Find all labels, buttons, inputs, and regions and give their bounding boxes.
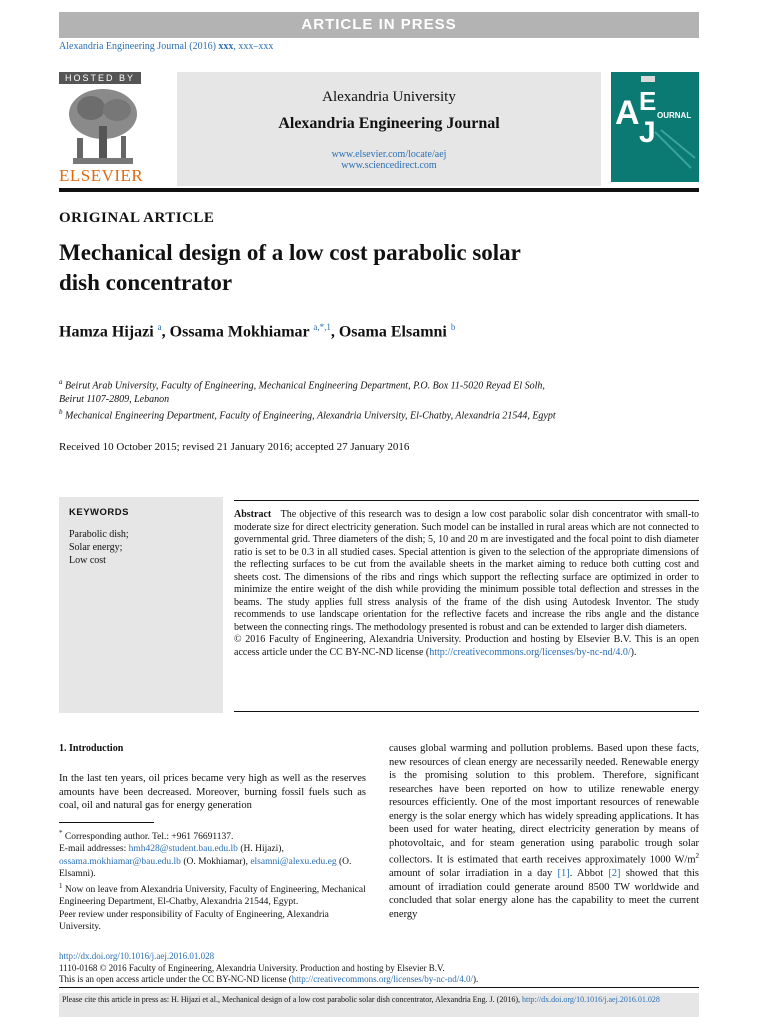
bottom-rule (59, 987, 699, 988)
keyword-item: Low cost (69, 555, 106, 566)
hosted-by-label: HOSTED BY (59, 72, 141, 84)
citation-volume: xxx (218, 41, 234, 52)
email-link-elsamni[interactable]: elsamni@alexu.edu.eg (250, 856, 337, 867)
abstract (234, 509, 699, 659)
author-name: Ossama Mokhiamar (169, 323, 310, 341)
email-owner: (O. Mokhiamar), (180, 856, 251, 867)
abstract-top-rule (234, 500, 699, 501)
svg-text:OURNAL: OURNAL (657, 111, 692, 120)
license-link[interactable]: http://creativecommons.org/licenses/by-nc-nd/4.0/ (429, 646, 631, 658)
intro-right-column (389, 742, 699, 921)
affil-text: Mechanical Engineering Department, Faculty of Engineering, Alexandria University, El-Chatby, Alexandria 21544, Egypt (65, 410, 556, 422)
received-dates: Received 10 October 2015; revised 21 January 2016; accepted 27 January 2016 (59, 441, 410, 453)
email-label: E-mail addresses: (59, 844, 129, 855)
affil-text: Beirut Arab University, Faculty of Engineering, Mechanical Engineering Department, P.O. Box 11-5020 Reyad El Solh, (65, 380, 545, 392)
citation-pages: xxx–xxx (238, 41, 274, 52)
university-name: Alexandria University (322, 89, 456, 105)
affil-text: Beirut 1107-2809, Lebanon (59, 393, 170, 405)
sciencedirect-url-link[interactable]: www.sciencedirect.com (341, 160, 437, 171)
cite-this-box (59, 993, 699, 1017)
email-link-hijazi[interactable]: hmh428@student.bau.edu.lb (128, 844, 238, 855)
journal-name: Alexandria Engineering Journal (278, 115, 500, 132)
author-name: Hamza Hijazi (59, 323, 154, 341)
journal-citation[interactable]: Alexandria Engineering Journal (2016) xxx, xxx–xxx (59, 41, 274, 52)
copyright-text: © 2016 Faculty of Engineering, Alexandria University. Production and hosting by Elsevier B.V. This is an open access article under the CC BY-NC-ND license ( (234, 634, 699, 658)
reference-link-2[interactable]: [2] (608, 868, 621, 879)
oa-license-link[interactable]: http://creativecommons.org/licenses/by-nc-nd/4.0/ (291, 974, 473, 984)
cite-doi-link[interactable]: http://dx.doi.org/10.1016/j.aej.2016.01.028 (521, 995, 660, 1004)
email-link-mokhiamar[interactable]: ossama.mokhiamar@bau.edu.lb (59, 856, 181, 867)
abstract-copyright (234, 634, 699, 659)
intro-text: amount of solar irradiation in a day (389, 868, 558, 879)
email-owner: (O. Elsamni). (59, 856, 352, 879)
article-title (59, 238, 659, 298)
keyword-item: Solar energy; (69, 542, 123, 553)
journal-info-box (177, 72, 601, 186)
footnote-mark: 1 (59, 881, 63, 890)
affiliations (59, 376, 699, 423)
intro-text: causes global warming and pollution problems. Based upon these facts, new resources of clean energy are necessarily needed. Renewable energy is the promising solution to this problem. Therefore, significant researches have been reported on how to utilize renewable energy resources efficiently. One of the most important resources of renewable energy is the solar energy which has widely spreading applications. It has been used for water heating, direct electricity generation by means of photovoltaic, and for steam generation using parabolic trough solar collectors. It is estimated that earth receives approximately 1000 W/m (389, 743, 699, 866)
elsevier-url-link[interactable]: www.elsevier.com/locate/aej (331, 149, 447, 160)
affil-mark: a (59, 378, 63, 386)
keywords-box (59, 497, 223, 713)
footnote-rule (59, 822, 154, 823)
citation-journal: Alexandria Engineering Journal (2016) (59, 41, 216, 52)
svg-text:A: A (615, 94, 640, 132)
oa-text: This is an open access article under the CC BY-NC-ND license ( (59, 974, 292, 984)
article-in-press-banner: ARTICLE IN PRESS (59, 12, 699, 38)
intro-text: showed that this amount of irradiation could generate around 8500 TW worldwide and concluded that solar energy alone has the capability to meet the current energy (389, 868, 700, 920)
copyright-end: ). (630, 646, 637, 658)
section-heading-introduction: 1. Introduction (59, 743, 124, 754)
doi-link[interactable]: http://dx.doi.org/10.1016/j.aej.2016.01.028 (59, 951, 215, 961)
corresponding-author: Corresponding author. Tel.: +961 76691137. (64, 832, 234, 843)
issn-line: 1110-0168 © 2016 Faculty of Engineering, Alexandria University. Production and hosting by Elsevier B.V. (59, 962, 445, 973)
abstract-label: Abstract (234, 509, 272, 520)
svg-text:E: E (639, 86, 657, 116)
journal-cover-icon[interactable] (611, 72, 699, 182)
email-owner: (H. Hijazi), (237, 844, 284, 855)
intro-text: . Abbot (569, 868, 609, 879)
cite-text: Please cite this article in press as: H. Hijazi et al., Mechanical design of a low cost parabolic solar dish concentrator, Alexandria Eng. J. (2016), (62, 995, 522, 1004)
doi-block (59, 951, 478, 986)
journal-header (59, 72, 699, 186)
oa-end: ). (472, 974, 479, 984)
author-affil-mark[interactable]: b (450, 322, 456, 332)
footnotes (59, 827, 366, 933)
title-line-2: dish concentrator (59, 270, 233, 295)
abstract-text: The objective of this research was to design a low cost parabolic solar dish concentrator with small-to moderate size for direct electricity generation. Such model can be installed in rural areas which are not connected to governmental grid. Three diameters of the dish; 5, 10 and 20 m are investigated and the focal point to dish diameter ratio is set to be 0.3 in all studied cases. Special attention is given to the selection of the appropriate dimensions of the reflecting surfaces to be cut from the available sheets in the market aiming to reduce both cutting cost and sheets cost. The dimensions of the ribs and rings which support the reflecting surface are optimized in order to minimize the entire weight of the dish while providing the minimum possible total deflection and stresses in the beams. The study applies full stress analysis of the frame of the dish using Autodesk Inventor. The study recommends to use landscape orientation for the reflective facets and increase the ribs angle and the distance between the connecting rings. The methodology presented is robust and can be extended to larger dish diameters. (234, 509, 699, 633)
header-rule (59, 188, 699, 192)
leave-note: Now on leave from Alexandria University, Faculty of Engineering, Mechanical Engineering Department, El-Chatby, Alexandria 21544, Egypt. (59, 885, 366, 908)
author-list: Hamza Hijazi $^a$, Ossama Mokhiamar $^{a,*,1}$, Osama Elsamni $^b$ (59, 322, 456, 341)
elsevier-tree-icon (63, 86, 141, 166)
peer-review-note: Peer review under responsibility of Faculty of Engineering, Alexandria University. (59, 909, 329, 932)
keyword-item: Parabolic dish; (69, 529, 129, 540)
title-line-1: Mechanical design of a low cost parabolic solar (59, 240, 521, 265)
abstract-bottom-rule (234, 711, 699, 712)
author-name: Osama Elsamni (338, 323, 447, 341)
intro-left-column: In the last ten years, oil prices became very high as well as the reserves amounts have been decreased. Moreover, burning fossil fuels such as coal, oil and natural gas for energy generation (59, 773, 366, 811)
superscript: 2 (695, 852, 699, 860)
svg-text:J: J (639, 116, 656, 149)
reference-link-1[interactable]: [1] (557, 868, 570, 879)
author-affil-mark[interactable]: a (157, 322, 162, 332)
affil-mark: b (59, 408, 63, 417)
footnote-mark: * (59, 829, 63, 837)
elsevier-logo[interactable]: ELSEVIER (59, 166, 144, 185)
keywords-title: KEYWORDS (69, 507, 129, 518)
author-affil-mark[interactable]: a,*,1 (313, 322, 331, 332)
article-type: ORIGINAL ARTICLE (59, 210, 215, 226)
